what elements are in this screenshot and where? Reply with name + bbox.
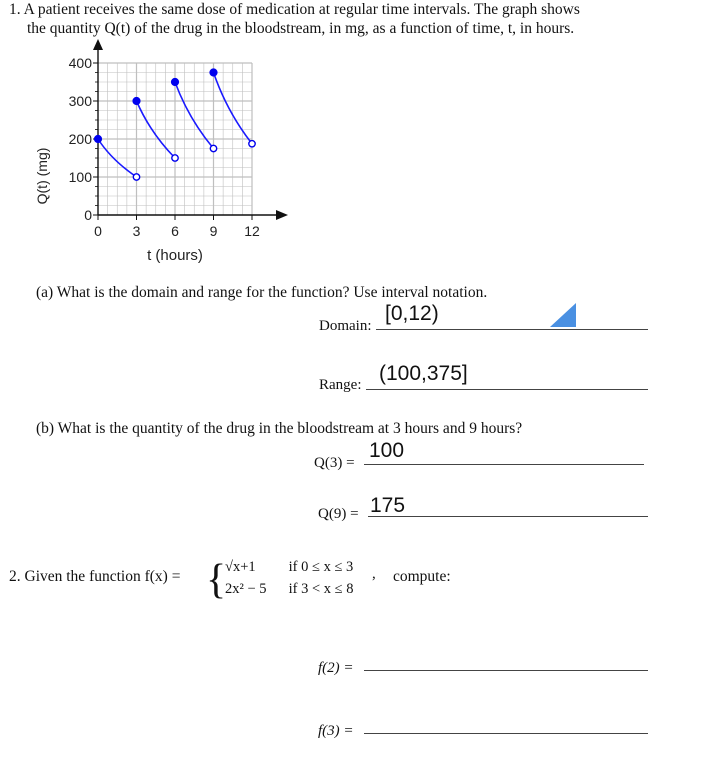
range-answer-line[interactable] <box>366 389 648 390</box>
q9-answer-line[interactable] <box>368 516 648 517</box>
case-1-condition: if 0 ≤ x ≤ 3 <box>288 559 354 575</box>
case-2 <box>225 578 354 600</box>
y-tick-label: 400 <box>68 55 92 71</box>
part-a-question: (a) What is the domain and range for the function? Use interval notation. <box>36 284 488 301</box>
y-tick-label: 300 <box>68 93 92 109</box>
x-tick-label: 3 <box>132 223 141 239</box>
open-dot <box>133 174 139 180</box>
y-tick-label: 0 <box>84 207 92 223</box>
open-dot <box>249 141 255 147</box>
y-axis-arrow-icon <box>93 39 103 50</box>
piecewise-cases <box>225 556 354 600</box>
x-axis-arrow-icon <box>276 210 288 220</box>
q3-label: Q(3) = <box>314 455 355 471</box>
question-1-intro <box>9 0 709 38</box>
question-1-line-1: 1. A patient receives the same dose of medication at regular time intervals. The graph shows <box>9 1 580 18</box>
f2-answer-line[interactable] <box>364 670 648 671</box>
closed-dot <box>133 97 140 104</box>
closed-dot <box>94 135 101 142</box>
domain-answer-line[interactable] <box>376 329 648 330</box>
f2-label: f(2) = <box>318 660 354 676</box>
y-tick-label: 200 <box>68 131 92 147</box>
open-dot <box>172 155 178 161</box>
q9-answer[interactable]: 175 <box>370 494 406 517</box>
question-1-line-2: the quantity Q(t) of the drug in the bloodstream, in mg, as a function of time, t, in hours. <box>27 20 575 37</box>
case-1-expression: √x+1 <box>225 559 256 575</box>
drug-quantity-chart <box>30 38 300 270</box>
question-2-prefix: 2. Given the function f(x) = <box>9 568 181 585</box>
x-axis-label: t (hours) <box>147 247 203 264</box>
f3-answer-line[interactable] <box>364 733 648 734</box>
domain-label: Domain: <box>319 318 372 334</box>
q9-label: Q(9) = <box>318 506 359 522</box>
resize-corner-icon[interactable] <box>549 302 577 328</box>
range-label: Range: <box>319 377 362 393</box>
q3-answer[interactable]: 100 <box>369 439 405 462</box>
case-comma: , <box>372 566 376 582</box>
part-b-question: (b) What is the quantity of the drug in the bloodstream at 3 hours and 9 hours? <box>36 420 523 437</box>
q3-answer-line[interactable] <box>364 464 644 465</box>
x-tick-label: 9 <box>209 223 218 239</box>
piecewise-brace: { <box>206 557 227 603</box>
closed-dot <box>171 78 178 85</box>
y-tick-label: 100 <box>68 169 92 185</box>
case-2-expression: 2x² − 5 <box>225 581 267 597</box>
f3-label: f(3) = <box>318 723 354 739</box>
x-tick-label: 6 <box>171 223 179 239</box>
range-answer[interactable]: (100,375] <box>379 362 468 385</box>
domain-answer[interactable]: [0,12) <box>385 302 439 325</box>
question-2-suffix: compute: <box>393 568 451 585</box>
case-1 <box>225 556 354 578</box>
x-tick-label: 0 <box>94 223 102 239</box>
y-axis-label: Q(t) (mg) <box>34 147 50 205</box>
closed-dot <box>210 69 217 76</box>
x-tick-label: 12 <box>244 223 260 239</box>
case-2-condition: if 3 < x ≤ 8 <box>288 581 354 597</box>
open-dot <box>210 145 216 151</box>
